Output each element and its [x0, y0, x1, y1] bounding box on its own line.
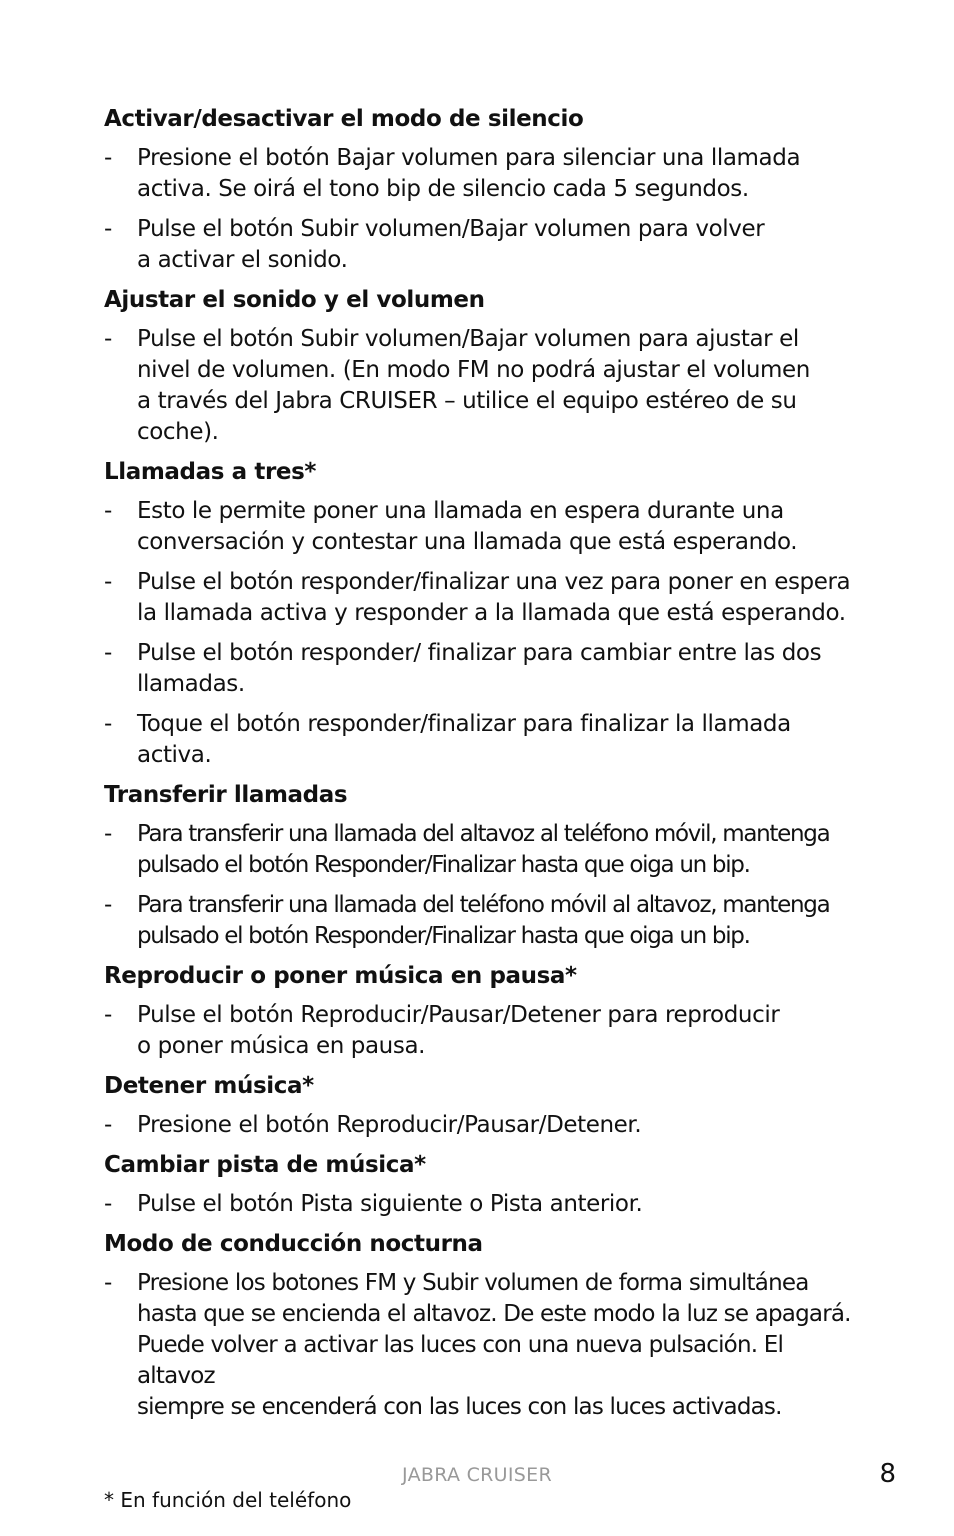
section-heading: Reproducir o poner música en pausa* [104, 963, 577, 989]
section-heading: Transferir llamadas [104, 782, 348, 808]
list-item [104, 1110, 864, 1141]
item-line: conversación y contestar una llamada que está esperando. [137, 529, 798, 555]
list-item [104, 890, 864, 952]
list-item [104, 143, 864, 205]
section-transfer-calls [104, 780, 864, 952]
bullet: - [104, 640, 112, 666]
item-line: activa. [137, 742, 212, 768]
bullet: - [104, 1191, 112, 1217]
list-item [104, 324, 864, 448]
section-heading: Modo de conducción nocturna [104, 1231, 483, 1257]
list-item [104, 1000, 864, 1062]
item-line: la llamada activa y responder a la llamada que está esperando. [137, 600, 846, 626]
item-line: coche). [137, 419, 219, 445]
section-stop-music [104, 1071, 864, 1141]
section-heading: Cambiar pista de música* [104, 1152, 426, 1178]
item-line: a través del Jabra CRUISER – utilice el equipo estéreo de su [137, 388, 797, 414]
bullet: - [104, 498, 112, 524]
section-heading: Ajustar el sonido y el volumen [104, 287, 485, 313]
list-item [104, 1189, 864, 1220]
list-item [104, 819, 864, 881]
bullet: - [104, 1112, 112, 1138]
item-line: Presione los botones FM y Subir volumen de forma simultánea [137, 1270, 809, 1296]
item-line: Pulse el botón Reproducir/Pausar/Detener para reproducir [137, 1002, 780, 1028]
item-line: pulsado el botón Responder/Finalizar hasta que oiga un bip. [137, 852, 750, 878]
item-line: llamadas. [137, 671, 245, 697]
item-line: Puede volver a activar las luces con una nueva pulsación. El altavoz [137, 1332, 784, 1389]
footnote: * En función del teléfono [104, 1488, 352, 1512]
item-line: a activar el sonido. [137, 247, 348, 273]
item-line: Pulse el botón responder/finalizar una vez para poner en espera [137, 569, 851, 595]
section-mute [104, 104, 864, 276]
item-line: Pulse el botón responder/ finalizar para cambiar entre las dos [137, 640, 822, 666]
section-heading: Activar/desactivar el modo de silencio [104, 106, 584, 132]
item-line: Presione el botón Bajar volumen para silenciar una llamada [137, 145, 801, 171]
bullet: - [104, 145, 112, 171]
item-line: Para transferir una llamada del teléfono móvil al altavoz, mantenga [137, 892, 830, 918]
section-heading: Llamadas a tres* [104, 459, 317, 485]
item-line: Toque el botón responder/finalizar para finalizar la llamada [137, 711, 791, 737]
section-play-pause [104, 961, 864, 1062]
item-line: Para transferir una llamada del altavoz al teléfono móvil, mantenga [137, 821, 830, 847]
footer-brand: JABRA CRUISER [402, 1464, 552, 1486]
list-item [104, 1268, 864, 1423]
item-line: Pulse el botón Subir volumen/Bajar volumen para ajustar el [137, 326, 799, 352]
section-three-way-calls [104, 457, 864, 771]
bullet: - [104, 569, 112, 595]
page-number: 8 [879, 1459, 896, 1489]
section-heading: Detener música* [104, 1073, 314, 1099]
list-item [104, 496, 864, 558]
list-item [104, 638, 864, 700]
item-line: activa. Se oirá el tono bip de silencio cada 5 segundos. [137, 176, 749, 202]
bullet: - [104, 326, 112, 352]
bullet: - [104, 216, 112, 242]
bullet: - [104, 821, 111, 847]
bullet: - [104, 892, 111, 918]
item-line: pulsado el botón Responder/Finalizar hasta que oiga un bip. [137, 923, 750, 949]
item-line: Presione el botón Reproducir/Pausar/Detener. [137, 1112, 642, 1138]
section-volume [104, 285, 864, 448]
list-item [104, 567, 864, 629]
item-line: hasta que se encienda el altavoz. De este modo la luz se apagará. [137, 1301, 851, 1327]
bullet: - [104, 711, 112, 737]
item-line: siempre se encenderá con las luces con las luces activadas. [137, 1394, 782, 1420]
item-line: Esto le permite poner una llamada en espera durante una [137, 498, 784, 524]
item-line: o poner música en pausa. [137, 1033, 426, 1059]
item-line: nivel de volumen. (En modo FM no podrá ajustar el volumen [137, 357, 810, 383]
section-night-driving [104, 1229, 864, 1423]
list-item [104, 709, 864, 771]
item-line: Pulse el botón Subir volumen/Bajar volumen para volver [137, 216, 765, 242]
item-line: Pulse el botón Pista siguiente o Pista anterior. [137, 1191, 643, 1217]
page-content [104, 104, 864, 1432]
bullet: - [104, 1270, 112, 1296]
section-change-track [104, 1150, 864, 1220]
bullet: - [104, 1002, 112, 1028]
list-item [104, 214, 864, 276]
